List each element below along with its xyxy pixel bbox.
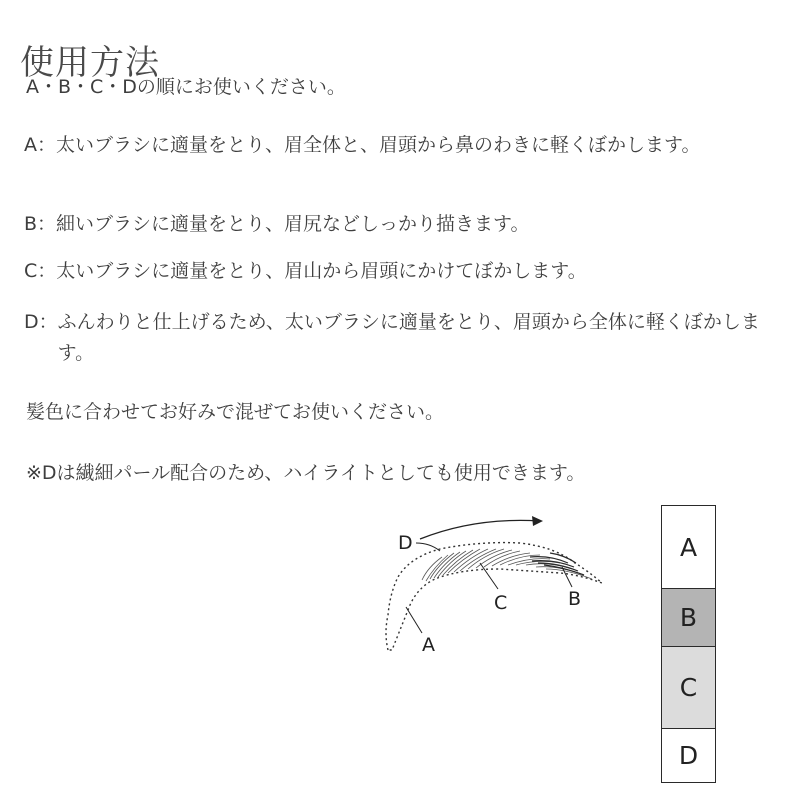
step-a (24, 130, 764, 161)
direction-arrow (420, 520, 540, 539)
step-d (24, 307, 764, 369)
step-label: C： (24, 260, 57, 282)
pan-label: B (679, 603, 698, 632)
step-label: D： (24, 311, 58, 333)
mix-note: 髪色に合わせてお好みで混ぜてお使いください。 (26, 401, 445, 423)
eyebrow-diagram (380, 505, 620, 665)
arrow-head-icon (532, 516, 543, 526)
pan-label: D (678, 741, 699, 770)
leader-line-d (416, 543, 440, 551)
step-label: A： (24, 134, 56, 156)
pan-label: A (679, 532, 698, 562)
diagram-label-b: B (568, 588, 582, 610)
step-text: ふんわりと仕上げるため、太いブラシに適量をとり、眉頭から全体に軽くぼかします。 (57, 311, 760, 364)
pearl-note: ※Dは繊細パール配合のため、ハイライトとしても使用できます。 (26, 462, 586, 484)
step-b (24, 209, 764, 240)
step-label: B： (24, 213, 57, 235)
palette-pan-b (662, 588, 715, 646)
palette-pan-a (662, 506, 715, 588)
intro-text: A・B・C・Dの順にお使いください。 (26, 76, 346, 98)
leader-line-c (480, 563, 498, 589)
palette-pan-c (662, 646, 715, 728)
step-text: 太いブラシに適量をとり、眉全体と、眉頭から鼻のわきに軽くぼかします。 (56, 134, 701, 156)
pan-label: C (679, 673, 698, 702)
diagram-label-d: D (398, 532, 413, 554)
step-c (24, 256, 764, 287)
diagram-label-c: C (494, 592, 508, 614)
page-title: 使用方法 (20, 42, 160, 83)
leader-line-a (406, 607, 422, 633)
step-text: 太いブラシに適量をとり、眉山から眉頭にかけてぼかします。 (56, 260, 587, 282)
step-text: 細いブラシに適量をとり、眉尻などしっかり描きます。 (56, 213, 530, 235)
diagram-label-a: A (422, 634, 435, 656)
color-palette (661, 505, 716, 783)
palette-pan-d (662, 728, 715, 782)
